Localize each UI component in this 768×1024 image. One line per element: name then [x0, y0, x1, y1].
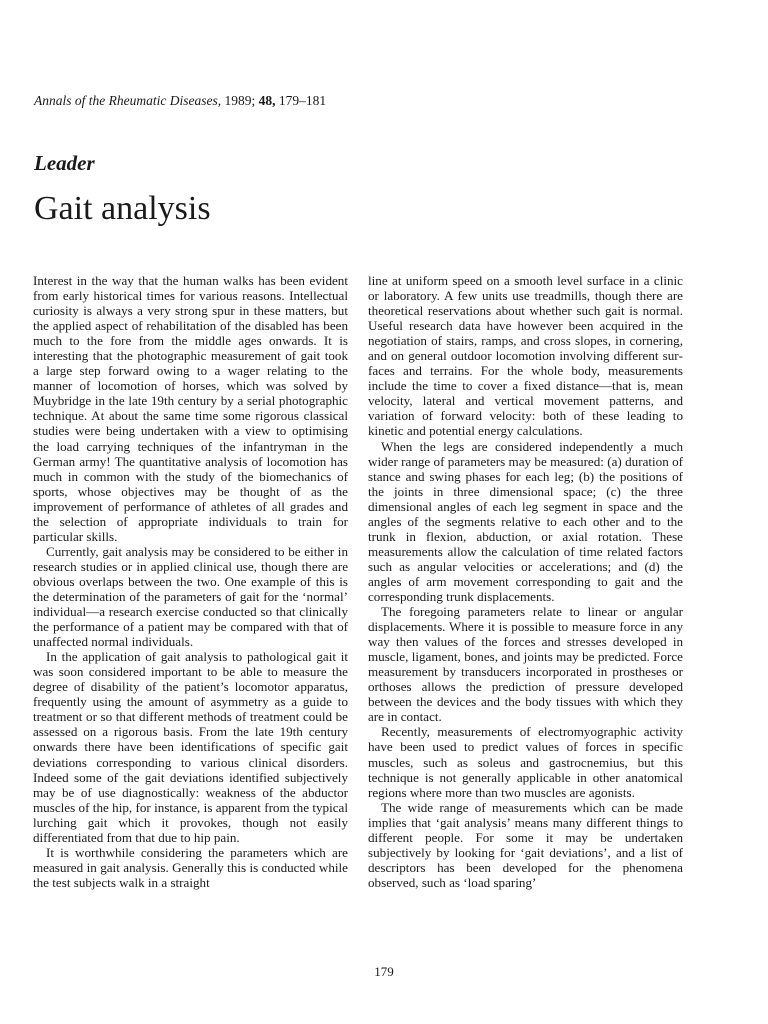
article-title: Gait analysis: [34, 190, 211, 227]
paragraph: When the legs are considered independently a much wider range of parameters may be measured: (a) duration of stance and swing phases for each leg; (b) the positions of the joints in three dimensional space; (c) the three dimensional angles of each leg segment in space and the angles of the segments relative to each other and to the trunk in flexion, abduction, or axial rotation. These measurements allow the calculation of time related factors such as angular velocities or accelerations; and (d) the angles of arm movement corresponding to gait and the corresponding trunk displacements.: [368, 438, 683, 604]
paragraph: Recently, measurements of electromyographic activity have been used to predict values of forces in specific muscles, such as soleus and gastrocnemius, but this technique is not generally applicable in other anatomical regions where more than two muscles are agonists.: [368, 724, 683, 800]
paragraph: It is worthwhile considering the parameters which are measured in gait analysis. Generally this is conducted while the test subjects walk in a straight: [33, 844, 348, 890]
page-number: 179: [374, 964, 394, 979]
paragraph: The wide range of measurements which can be made implies that ‘gait analysis’ means many different things to different people. For some it may be undertaken subjectively by looking for ‘gait deviations’, and a list of descriptors has been developed for the phenomena observed, such as ‘load sparing’: [368, 799, 683, 890]
journal-name: Annals of the Rheumatic Diseases,: [34, 93, 222, 108]
article-type: Leader: [34, 151, 95, 175]
journal-citation: [34, 93, 326, 109]
paragraph: Currently, gait analysis may be considered to be either in research studies or in applied clinical use, though there are obvious overlaps between the two. One example of this is the determination of the parameters of gait for the ‘normal’ individual—a research exercise conducted so that clinically the performance of a patient may be compared with that of unaffected normal individuals.: [33, 543, 348, 650]
journal-pages: 179–181: [278, 93, 327, 108]
paragraph: In the application of gait analysis to pathological gait it was soon considered important to be able to measure the degree of disability of the patient’s locomotor apparatus, frequently using the amount of asymmetry as a guide to treatment or so that different methods of treatment could be assessed on a rigorous basis. From the late 19th century onwards there have been identifications of specific gait deviations corresponding to various clinical disorders. Indeed some of the gait deviations identified subjectively may be of use diagnostically: weakness of the abductor muscles of the hip, for instance, is apparent from the typical lurching gait which it provokes, though not easily differentiated from that due to hip pain.: [33, 649, 348, 845]
journal-year: 1989;: [224, 93, 256, 108]
paragraph: The foregoing parameters relate to linear or angular displacements. Where it is possible to measure force in any way then values of the forces and stresses developed in muscle, ligament, bones, and joints may be predicted. Force measurement by transducers incorporated in prostheses or orthoses allows the prediction of pressure developed between the devices and the body tissues with which they are in contact.: [368, 604, 683, 725]
journal-volume: 48,: [258, 93, 276, 108]
paragraph: line at uniform speed on a smooth level surface in a clinic or laboratory. A few units use treadmills, though there are theoretical reservations about whether such gait is normal. Useful research data have however been acquired in the negotiation of stairs, ramps, and cross slopes, in cornering, and on general outdoor locomotion involving different surfaces and terrains. For the whole body, measurements include the time to cover a fixed distance—that is, mean velocity, lateral and vertical movement patterns, and variation of forward velocity: both of these leading to kinetic and potential energy calculations.: [368, 273, 683, 439]
right-column: [368, 273, 683, 890]
paragraph: Interest in the way that the human walks has been evident from early historical times for various reasons. Intellectual curiosity is always a very strong spur in these matters, but the applied aspect of rehabilitation of the disabled has been much to the fore from the middle ages onwards. It is interesting that the photographic measurement of gait took a large step forward owing to a wager relating to the manner of locomotion of horses, which was solved by Muybridge in the late 19th century by a serial photographic technique. At about the same time some rigorous classical studies were being undertaken with a view to optimising the load carrying techniques of the infantryman in the German army! The quantitative analysis of locomotion has much in common with the study of the biomechanics of sports, whose objectives may be thought of as the improvement of performance of athletes of all grades and the selection of appropriate individuals to train for particular skills.: [33, 273, 348, 544]
left-column: [33, 273, 348, 890]
